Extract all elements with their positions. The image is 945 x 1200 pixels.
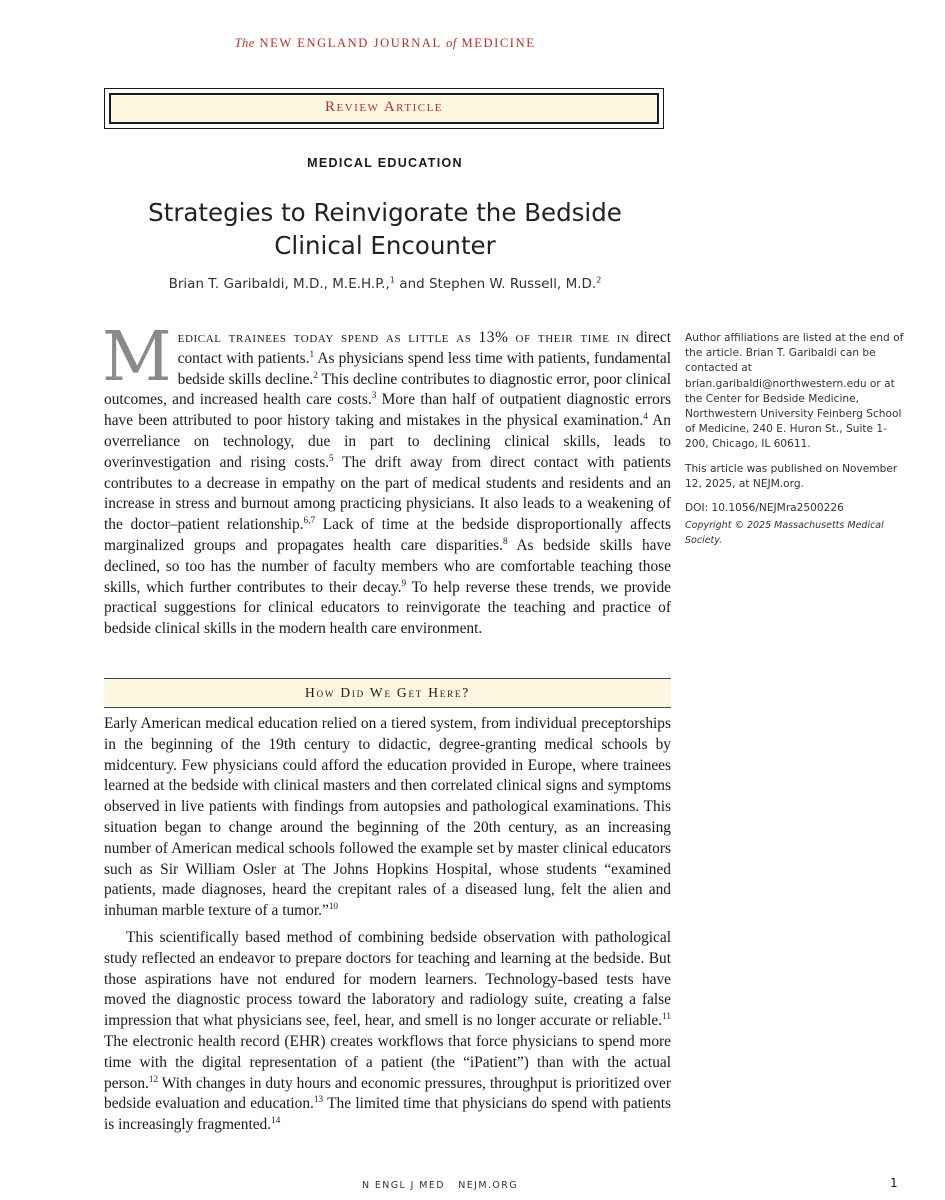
citation-ref[interactable]: 13 [313,1094,324,1105]
text-segment: The electronic health record (EHR) creates workflows that force physicians to spend more time with the digital representation of a patient (the “iPatient”) than with the actual person. [104,1032,671,1092]
text-segment: As bedside skills have declined, so too has the number of faculty members who are comfortable teaching those skills, which further contributes to their decay. [104,536,671,596]
text-segment: direct contact with patients. [177,329,671,367]
journal-masthead [0,36,770,51]
author-1: Brian T. Garibaldi, M.D., M.E.H.P., [168,276,390,292]
citation-ref[interactable]: 11 [662,1011,671,1022]
section-label: MEDICAL EDUCATION [307,156,463,170]
article-title [0,196,770,262]
citation-ref[interactable]: 10 [328,901,339,912]
text-segment: Early American medical education relied on a tiered system, from individual preceptorships in the beginning of the 19th century to didactic, degree-granting medical schools by midcentury. Few physicians could afford the education provided in Europe, where trainees learned at the bedside with clinical masters and then correlated clinical signs and symptoms observed in live patients with findings from autopsies and pathological examinations. This situation began to change around the beginning of the 20th century, as an increasing number of American medical schools followed the example set by master clinical educators such as Sir William Osler at The Johns Hopkins Hospital, whose students “examined patients, made diagnoses, heard the crepitant rales of a diseased lung, felt the alien and inhuman marble texture of a tumor.” [104,715,671,920]
text-segment: As physicians spend less time with patients, fundamental bedside skills decline. [177,349,671,388]
article-info-sidebar [685,331,907,558]
page-number: 1 [890,1176,898,1190]
masthead-name-2: MEDICINE [461,36,536,50]
drop-cap: M [102,318,172,397]
citation-ref[interactable]: 1 [309,348,315,359]
text-segment: This decline contributes to diagnostic error, poor clinical outcomes, and increased health care costs. [104,370,671,409]
title-line-2: Clinical Encounter [274,231,496,260]
article-type-label: Review Article [109,93,659,124]
publication-note: This article was published on November 12, 2025, at NEJM.org. [685,462,898,490]
page-footer: N ENGL J MED NEJM.ORG [361,1180,519,1191]
intro-paragraph [102,318,672,640]
citation-ref[interactable]: 2 [313,369,318,380]
text-segment: To help reverse these trends, we provide practical suggestions for clinical educators to reinvigorate the teaching and practice of bedside clinical skills in the modern health care environment. [104,578,671,638]
author-line [0,276,770,292]
intro-text [102,318,672,638]
citation-ref[interactable]: 12 [148,1073,159,1084]
masthead-name-1: NEW ENGLAND JOURNAL [259,36,442,50]
author-2: Stephen W. Russell, M.D. [428,276,597,292]
citation-ref[interactable]: 8 [503,535,508,546]
body-paragraph-1 [104,714,671,922]
masthead-of: of [446,36,457,50]
copyright: Copyright © 2025 Massachusetts Medical Society. [685,520,884,547]
section-heading: How Did We Get Here? [104,678,671,708]
body-column [104,714,671,1136]
text-segment: With changes in duty hours and economic pressures, throughput is prioritized over bedside evaluation and education. [104,1074,671,1113]
author-2-affiliation: 2 [596,274,602,285]
author-1-affiliation: 1 [389,274,395,285]
text-segment: The limited time that physicians do spend with patients is increasingly fragmented. [104,1095,671,1134]
author-affiliations-note: Author affiliations are listed at the end of the article. Brian T. Garibaldi can be contacted at brian.garibaldi@northwestern.edu or at the Center for Bedside Medicine, Northwestern University Feinberg School of Medicine, 240 E. Huron St., Suite 1-200, Chicago, IL 60611. [685,332,904,451]
intro-column [102,318,672,640]
citation-ref[interactable]: 4 [643,411,648,422]
text-segment: More than half of outpatient diagnostic errors have been attributed to poor history taking and mistakes in the physical examination. [104,391,671,430]
citation-ref[interactable]: 9 [401,577,407,588]
body-paragraph-2 [104,928,671,1136]
doi[interactable]: DOI: 10.1056/NEJMra2500226 [685,502,844,515]
text-segment: This scientifically based method of combining bedside observation with pathological study reflected an endeavor to prepare doctors for teaching and learning at the bedside. But those aspirations have not endured for modern learners. Technology-based tests have moved the diagnostic process toward the laboratory and radiology suite, creating a false impression that what physicians see, feel, hear, and smell is no longer accurate or reliable. [104,928,671,1030]
title-line-1: Strategies to Reinvigorate the Bedside [148,198,622,227]
text-segment: An overreliance on technology, due in part to declining clinical skills, leads to overinvestigation and rising costs. [104,412,671,471]
citation-ref[interactable]: 3 [371,390,377,401]
citation-ref[interactable]: 6,7 [303,515,316,526]
citation-ref[interactable]: 14 [271,1115,281,1126]
masthead-the: The [234,36,255,50]
intro-lead: edical trainees today spend as little as 13% of their time in [177,329,630,346]
citation-ref[interactable]: 5 [329,452,334,463]
author-join: and [395,276,429,292]
text-segment: Lack of time at the bedside disproportionally affects marginalized groups and propagates health care disparities. [104,516,672,554]
text-segment: The drift away from direct contact with patients contributes to a decrease in empathy on the part of medical students and residents and an increase in stress and burnout among practicing physicians. It also leads to a weakening of the doctor–patient relationship. [104,453,671,534]
article-type-box [104,88,664,129]
